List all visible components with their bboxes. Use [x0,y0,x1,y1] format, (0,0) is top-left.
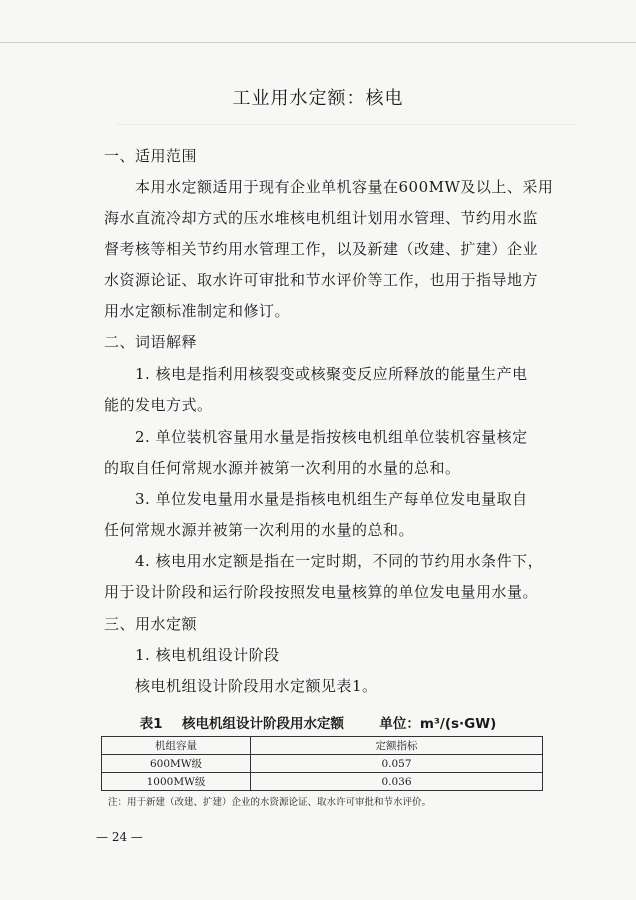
section-heading: 一、适用范围 [104,147,198,165]
document-title: 工业用水定额：核电 [232,88,404,109]
paragraph-line: 2. 单位装机容量用水量是指按核电机组单位装机容量核定 [104,428,528,446]
paragraph-line: 3. 单位发电量用水量是指核电机组生产每单位发电量取自 [104,490,528,508]
paragraph-line: 的取自任何常规水源并被第一次利用的水量的总和。 [104,459,461,477]
paragraph-line: 海水直流冷却方式的压水堆核电机组计划用水管理、节约用水监 [104,209,539,227]
page-number: — 24 — [96,830,143,844]
table-cell: 0.057 [251,755,543,773]
paragraph-line: 用于设计阶段和运行阶段按照发电量核算的单位发电量用水量。 [104,583,539,601]
paragraph-line: 督考核等相关节约用水管理工作，以及新建（改建、扩建）企业 [104,240,539,258]
table-row [102,773,543,791]
table-header-row [102,737,543,755]
section-heading: 三、用水定额 [104,615,198,633]
quota-table [101,736,543,791]
table-caption: 核电机组设计阶段用水定额 [182,716,344,732]
paragraph-line: 1. 核电是指利用核裂变或核聚变反应所释放的能量生产电 [104,365,528,383]
section-heading: 二、词语解释 [104,333,198,351]
header-rule [0,42,636,43]
table-header-cell: 定额指标 [251,737,543,755]
table-label: 表1 [139,716,163,732]
paragraph-line: 用水定额标准制定和修订。 [104,302,291,320]
paragraph-line: 4. 核电用水定额是指在一定时期，不同的节约用水条件下， [104,552,544,570]
paragraph-line: 水资源论证、取水许可审批和节水评价等工作，也用于指导地方 [104,271,539,289]
table-header-cell: 机组容量 [102,737,251,755]
subsection-heading: 1. 核电机组设计阶段 [104,646,280,664]
paragraph-line: 核电机组设计阶段用水定额见表1。 [104,677,378,695]
table-cell: 0.036 [251,773,543,791]
table-cell: 600MW级 [102,755,251,773]
table-title [0,712,636,732]
table-unit: 单位：m³/(s·GW) [379,716,497,732]
table-row [102,755,543,773]
paragraph-line: 任何常规水源并被第一次利用的水量的总和。 [104,521,415,539]
table-cell: 1000MW级 [102,773,251,791]
paragraph-line: 能的发电方式。 [104,396,213,414]
bleed-through-line [115,124,575,125]
table-note: 注：用于新建（改建、扩建）企业的水资源论证、取水许可审批和节水评价。 [108,797,432,808]
paragraph-line: 本用水定额适用于现有企业单机容量在600MW及以上、采用 [104,178,554,196]
